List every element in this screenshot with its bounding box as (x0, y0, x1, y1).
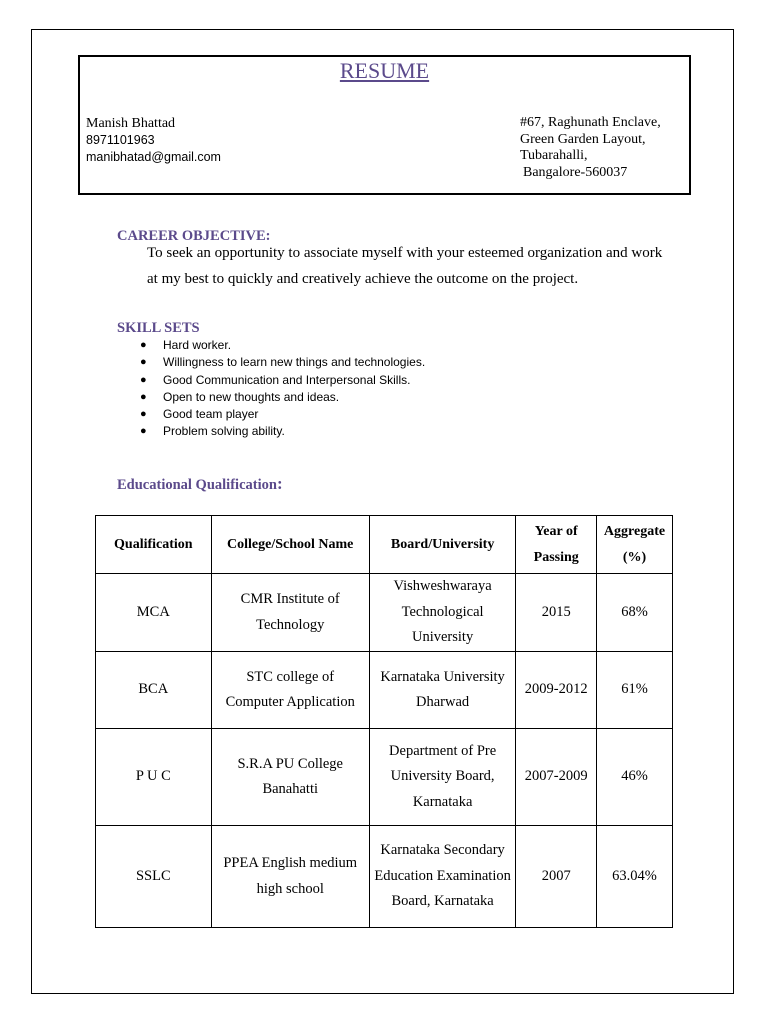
candidate-name: Manish Bhattad (86, 116, 176, 131)
table-row (96, 729, 673, 826)
table-row (96, 652, 673, 729)
table-cell: Karnataka University Dharwad (369, 652, 516, 729)
education-heading: Educational Qualification: (117, 474, 283, 493)
postal-address (520, 115, 661, 181)
education-table (95, 515, 673, 928)
bullet-icon: ● (140, 425, 147, 438)
table-cell: 46% (597, 729, 673, 826)
skill-list (136, 337, 425, 441)
table-row (96, 574, 673, 652)
table-cell: STC college of Computer Application (211, 652, 369, 729)
bullet-icon: ● (140, 356, 147, 369)
email-address: manibhatad@gmail.com (86, 150, 221, 164)
skill-item: ● Good team player (136, 406, 425, 423)
address-line: #67, Raghunath Enclave, (520, 115, 661, 130)
bullet-icon: ● (140, 373, 147, 386)
address-line: Tubarahalli, (520, 148, 588, 163)
column-header: Year of Passing (516, 516, 597, 574)
table-cell: MCA (96, 574, 212, 652)
table-cell: 2015 (516, 574, 597, 652)
resume-title: RESUME (339, 58, 430, 83)
skill-item: ● Willingness to learn new things and technologies. (136, 354, 425, 371)
table-header-row (96, 516, 673, 574)
bullet-icon: ● (140, 339, 147, 351)
skill-item: ● Hard worker. (136, 337, 425, 354)
table-cell: Karnataka Secondary Education Examination Board, Karnataka (369, 826, 516, 928)
bullet-icon: ● (140, 390, 147, 403)
resume-header (78, 55, 691, 195)
table-cell: SSLC (96, 826, 212, 928)
skill-item: ● Open to new thoughts and ideas. (136, 389, 425, 406)
column-header: Qualification (96, 516, 212, 574)
table-cell: S.R.A PU College Banahatti (211, 729, 369, 826)
table-cell: 61% (597, 652, 673, 729)
address-line: Green Garden Layout, (520, 131, 646, 147)
address-line: Bangalore-560037 (523, 164, 628, 180)
table-cell: 2007-2009 (516, 729, 597, 826)
table-cell: CMR Institute of Technology (211, 574, 369, 652)
column-header: Board/University (369, 516, 516, 574)
skill-item: ● Good Communication and Interpersonal Skills. (136, 372, 425, 389)
table-cell: 63.04% (597, 826, 673, 928)
skill-item: ● Problem solving ability. (136, 423, 425, 440)
contact-info (86, 115, 221, 166)
table-cell: 2009-2012 (516, 652, 597, 729)
career-objective-text: To seek an opportunity to associate myself with your esteemed organization and work at my best to quickly and creatively achieve the outcome on the project. (147, 245, 663, 287)
table-cell: PPEA English medium high school (211, 826, 369, 928)
column-header: College/School Name (211, 516, 369, 574)
career-objective-heading: CAREER OBJECTIVE: (117, 228, 271, 244)
table-cell: 68% (597, 574, 673, 652)
bullet-icon: ● (140, 408, 147, 421)
table-cell: P U C (96, 729, 212, 826)
phone-number: 8971101963 (86, 133, 155, 147)
table-cell: Vishweshwaraya Technological University (369, 574, 516, 652)
skill-sets-heading: SKILL SETS (117, 320, 200, 336)
column-header: Aggregate (%) (597, 516, 673, 574)
table-row (96, 826, 673, 928)
table-cell: BCA (96, 652, 212, 729)
table-cell: Department of Pre University Board, Karnataka (369, 729, 516, 826)
table-cell: 2007 (516, 826, 597, 928)
